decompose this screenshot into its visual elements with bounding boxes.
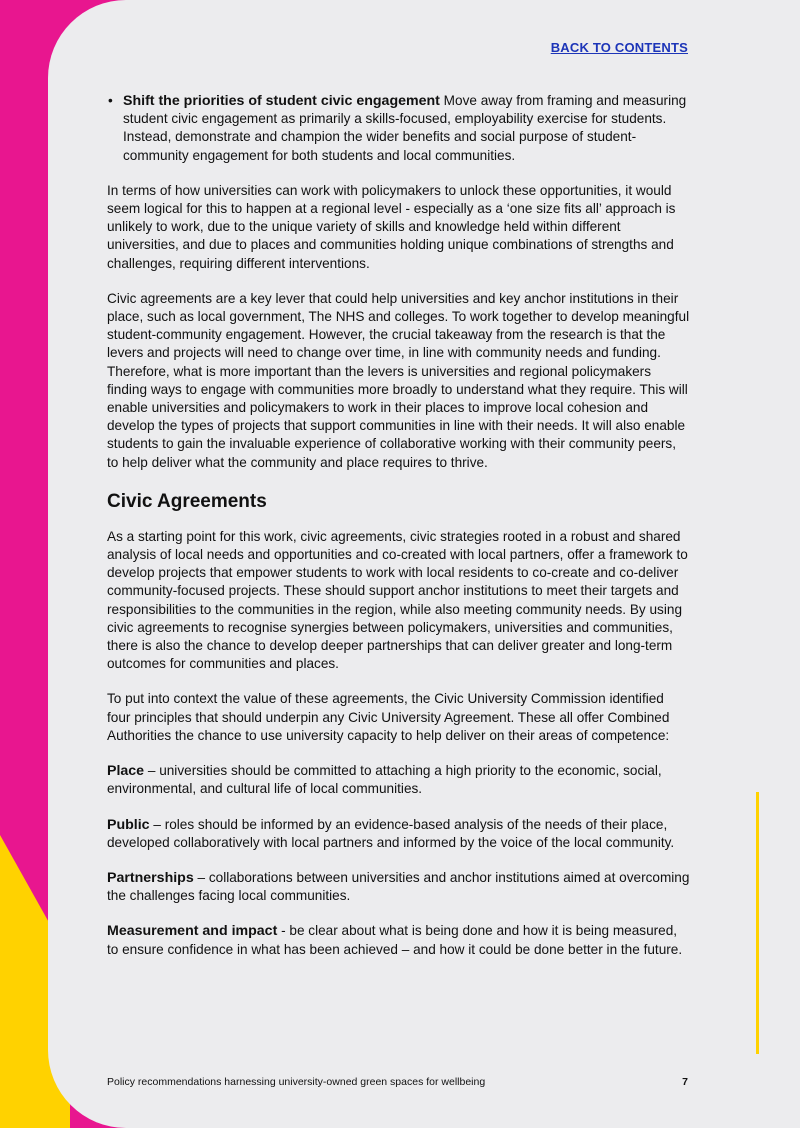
- footer-title: Policy recommendations harnessing university-owned green spaces for wellbeing: [107, 1076, 486, 1088]
- principle-term: Partnerships: [107, 869, 194, 886]
- bullet-text: Move away from framing and measuring student civic engagement as primarily a skills-focused, employability exercise for students. Instead, demonstrate and champion the wider benefits and social purpose of student-community engagement for both students and local communities.: [123, 93, 687, 163]
- section-paragraph: To put into context the value of these agreements, the Civic University Commission identified four principles that should underpin any Civic University Agreement. These all offer Combined Authorities the chance to use university capacity to help deliver on their areas of competence:: [107, 691, 670, 743]
- principle-term: Public: [107, 816, 150, 833]
- bullet-lead: Shift the priorities of student civic engagement: [123, 93, 440, 109]
- principle-place: [107, 762, 691, 798]
- principle-text: – collaborations between universities and anchor institutions aimed at overcoming the challenges facing local communities.: [107, 869, 690, 904]
- section-paragraph: As a starting point for this work, civic agreements, civic strategies rooted in a robust and shared analysis of local needs and opportunities and co-created with local partners, offer a framework to develop projects that empower students to work with local residents to co-create and co-deliver community-focused projects. These should support anchor institutions to meet their targets and responsibilities to the communities in the region, while also meeting community needs. By using civic agreements to recognise synergies between policymakers, universities and communities, there is also the chance to develop deeper partnerships that can deliver greater and long-term outcomes for communities and places.: [107, 528, 688, 672]
- paragraph: In terms of how universities can work with policymakers to unlock these opportunities, it would seem logical for this to happen at a regional level - especially as a ‘one size fits all’ approach is unlikely to work, due to the unique variety of skills and knowledge held within different universities, and due to places and communities holding unique combinations of strengths and challenges, requiring different interventions.: [107, 182, 676, 271]
- bullet-dot-icon: •: [108, 93, 113, 108]
- paragraph: Civic agreements are a key lever that could help universities and key anchor institutions in their place, such as local government, The NHS and colleges. To work together to develop meaningful student-community engagement. However, the crucial takeaway from the research is that the levers and projects will need to change over time, in line with community needs and funding. Therefore, what is more important than the levers is universities and regional policymakers finding ways to engage with communities more broadly to understand what they require. This will enable universities and policymakers to work in their places to improve local cohesion and develop the types of projects that support communities in line with their needs. It will also enable students to gain the invaluable experience of collaborative working with their community peers, to help deliver what the community and place requires to thrive.: [107, 290, 690, 470]
- page-number: 7: [682, 1076, 688, 1088]
- principle-measurement-and-impact: [107, 922, 691, 958]
- main-content: [107, 92, 691, 976]
- principle-text: - be clear about what is being done and how it is being measured, to ensure confidence in what has been achieved – and how it could be done better in the future.: [107, 923, 683, 957]
- side-accent-rule: [756, 792, 759, 1054]
- principle-partnerships: [107, 869, 691, 905]
- back-to-contents-link[interactable]: BACK TO CONTENTS: [550, 40, 688, 55]
- principle-public: [107, 816, 691, 852]
- principle-term: Place: [107, 763, 145, 780]
- section-heading: Civic Agreements: [107, 490, 267, 512]
- principle-term: Measurement and impact: [107, 923, 278, 940]
- bullet-item: [107, 92, 691, 165]
- principle-text: – universities should be committed to attaching a high priority to the economic, social, environmental, and cultural life of local communities.: [107, 763, 662, 797]
- principle-text: – roles should be informed by an evidence-based analysis of the needs of their place, developed collaboratively with local partners and informed by the voice of the local community.: [107, 816, 675, 850]
